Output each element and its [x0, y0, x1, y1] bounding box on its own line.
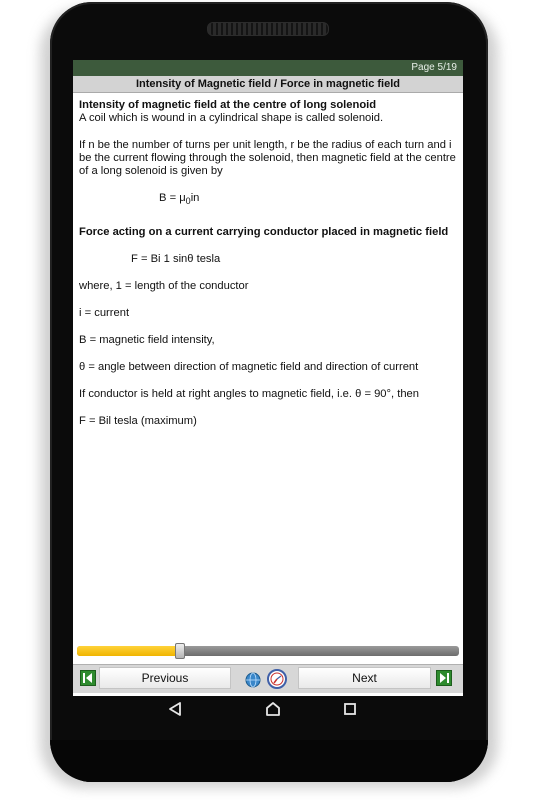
status-bar: [73, 60, 463, 76]
speaker-grille: [207, 22, 329, 36]
current-line: i = current: [79, 307, 130, 320]
skip-to-last-icon[interactable]: [436, 670, 452, 686]
section2-heading: Force acting on a current carrying conductor placed in magnetic field: [79, 226, 449, 239]
section1-paragraph1: A coil which is wound in a cylindrical shape is called solenoid.: [79, 112, 384, 124]
system-navigation-bar: [73, 696, 463, 722]
field-line: B = magnetic field intensity,: [79, 334, 215, 347]
section1-paragraph2: If n be the number of turns per unit length, r be the radius of each turn and i be the current flowing through the solenoid, then magnetic field at the centre of a long solenoid is given by: [79, 139, 456, 177]
formula1-rhs: in: [190, 192, 200, 204]
skip-to-first-icon[interactable]: [80, 670, 96, 686]
recents-square-icon[interactable]: [345, 704, 355, 714]
formula-max-force: F = Bil tesla (maximum): [79, 415, 197, 428]
device-bottom: [50, 740, 488, 782]
progress-thumb[interactable]: [175, 643, 185, 659]
formula-solenoid: [79, 192, 457, 208]
formula-force: F = Bi 1 sinθ tesla: [131, 253, 221, 266]
navigation-bar: [73, 664, 463, 693]
where-line: where, 1 = length of the conductor: [79, 280, 249, 293]
tool-icons: [241, 668, 293, 690]
page-progress-slider[interactable]: [73, 643, 463, 659]
previous-button[interactable]: Previous: [99, 667, 231, 689]
formula1-sub: 0: [185, 196, 191, 207]
next-button[interactable]: Next: [298, 667, 431, 689]
screen: [73, 60, 463, 696]
section1-heading: Intensity of magnetic field at the centre of long solenoid: [79, 99, 377, 111]
right-angle-line: If conductor is held at right angles to magnetic field, i.e. θ = 90°, then: [79, 388, 419, 401]
clock-icon[interactable]: [268, 670, 286, 688]
back-triangle-icon[interactable]: [170, 703, 180, 715]
lesson-content: [73, 93, 463, 428]
page-indicator: Page 5/19: [411, 62, 457, 73]
progress-fill: [77, 646, 180, 656]
page-title: Intensity of Magnetic field / Force in magnetic field: [73, 76, 463, 93]
formula1-lhs: B = μ: [159, 192, 186, 204]
angle-line: θ = angle between direction of magnetic field and direction of current: [79, 361, 419, 374]
globe-icon[interactable]: [246, 673, 260, 687]
home-circle-icon[interactable]: [267, 703, 279, 715]
